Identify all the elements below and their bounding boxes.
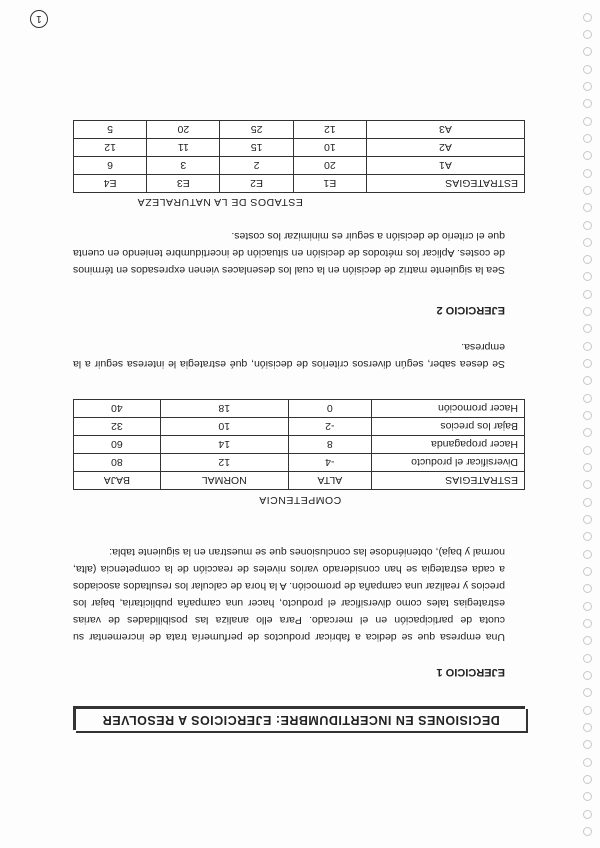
table-header: E1: [293, 175, 366, 193]
exercise-2-table: [73, 120, 525, 193]
exercise-2-heading: EJERCICIO 2: [436, 304, 505, 316]
table-cell: 80: [74, 454, 161, 472]
table-header: ALTA: [288, 472, 371, 490]
table-cell: 25: [220, 121, 293, 139]
table-cell: 5: [74, 121, 147, 139]
table-row: [74, 121, 525, 139]
table-row: [74, 400, 525, 418]
table-cell: 18: [160, 400, 288, 418]
table-cell: 3: [147, 157, 220, 175]
table-cell: Diversificar el producto: [372, 454, 525, 472]
table-cell: 20: [147, 121, 220, 139]
table-row: [74, 139, 525, 157]
table-cell: Hacer propaganda: [372, 436, 525, 454]
table-row: [74, 418, 525, 436]
table-cell: 12: [293, 121, 366, 139]
table-row: [74, 436, 525, 454]
exercise-1-table-caption: COMPETENCIA: [258, 494, 342, 506]
table-row: [74, 454, 525, 472]
table-header-row: [74, 175, 525, 193]
page-title-text: DECISIONES EN INCERTIDUMBRE: EJERCICIOS A RESOLVER: [102, 713, 500, 727]
table-cell: 32: [74, 418, 161, 436]
table-header: E3: [147, 175, 220, 193]
table-row: [74, 157, 525, 175]
table-cell: A2: [367, 139, 525, 157]
table-cell: 60: [74, 436, 161, 454]
exercise-2-intro: Sea la siguiente matriz de decisión en la cual los desenlaces vienen expresados en términos de costes. Aplicar los métodos de decisión en situación de incertidumbre teniendo en cuenta que el criterio de decisión a seguir es minimizar los costes.: [73, 230, 505, 276]
table-cell: 11: [147, 139, 220, 157]
table-cell: 8: [288, 436, 371, 454]
table-header: ESTRATEGIAS: [367, 175, 525, 193]
page-number: 1: [30, 10, 48, 28]
table-cell: Bajar los precios: [372, 418, 525, 436]
exercise-1-table: [73, 399, 525, 490]
table-cell: Hacer promoción: [372, 400, 525, 418]
exercise-2-table-caption: ESTADOS DE LA NATURALEZA: [137, 196, 303, 208]
table-cell: 0: [288, 400, 371, 418]
table-cell: 2: [220, 157, 293, 175]
table-cell: 10: [293, 139, 366, 157]
table-cell: 15: [220, 139, 293, 157]
exercise-1-question: Se desea saber, según diversos criterios de decisión, qué estrategia le interesa seguir a la empresa.: [73, 341, 505, 370]
page-title: [76, 709, 528, 733]
table-header: BAJA: [74, 472, 161, 490]
table-cell: 10: [160, 418, 288, 436]
table-header: ESTRATEGIAS: [372, 472, 525, 490]
table-cell: A3: [367, 121, 525, 139]
table-cell: 20: [293, 157, 366, 175]
table-cell: 14: [160, 436, 288, 454]
table-header: E2: [220, 175, 293, 193]
table-cell: -4: [288, 454, 371, 472]
table-cell: 6: [74, 157, 147, 175]
table-header-row: [74, 472, 525, 490]
exercise-1-intro: Una empresa que se dedica a fabricar productos de perfumería trata de incrementar su cuota de participación en el mercado. Para ello analiza las posibilidades de varias estrategias tales como diversificar el producto, hacer una campaña publicitaria, bajar los precios y realizar una campaña de promoción. A la hora de calcular los resultados asociados a cada estrategia se han considerado varios niveles de reacción de la competencia (alta, normal y baja), obteniéndose las conclusiones que se muestran en la siguiente tabla:: [73, 546, 505, 643]
table-cell: 12: [160, 454, 288, 472]
spiral-binding: [580, 12, 592, 836]
table-cell: 12: [74, 139, 147, 157]
table-cell: A1: [367, 157, 525, 175]
exercise-1-heading: EJERCICIO 1: [436, 666, 505, 678]
table-cell: 40: [74, 400, 161, 418]
table-header: NORMAL: [160, 472, 288, 490]
table-header: E4: [74, 175, 147, 193]
table-cell: -2: [288, 418, 371, 436]
